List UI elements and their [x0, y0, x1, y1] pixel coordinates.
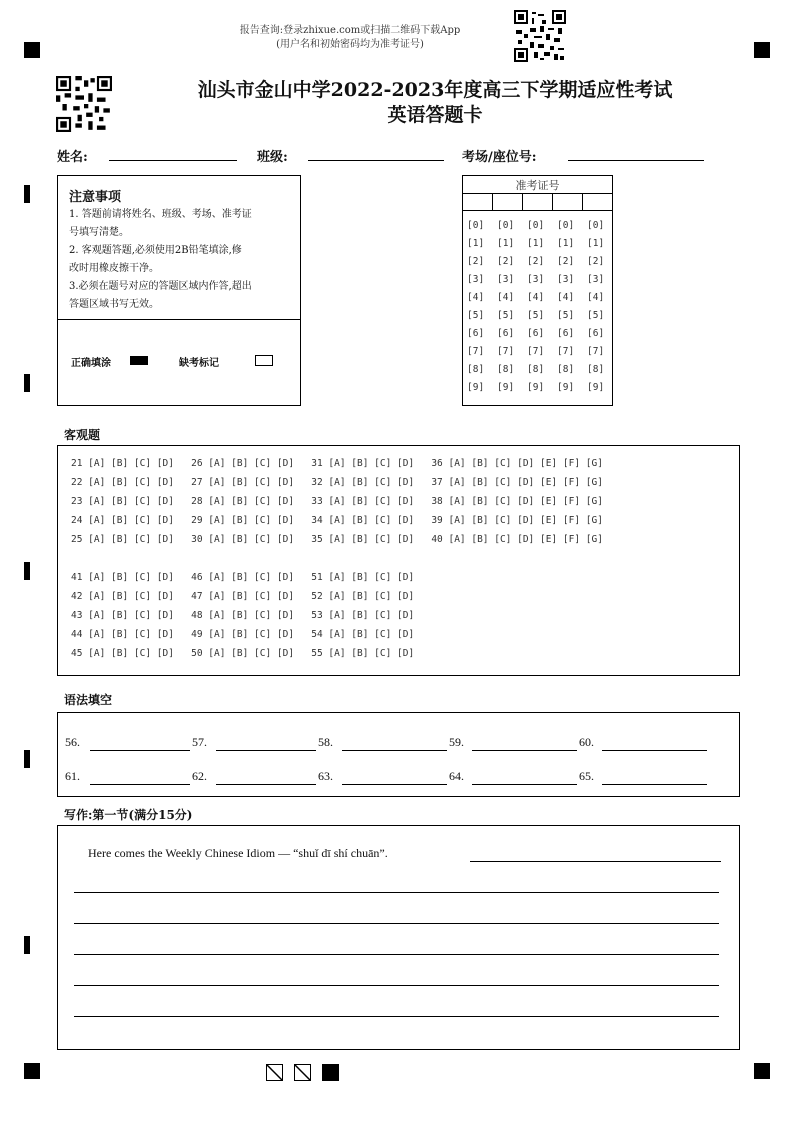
answer-row[interactable]: 45 [A] [B] [C] [D] 50 [A] [B] [C] [D] 55 [A] [B] [C] [D]	[71, 648, 415, 659]
corner-mark-top-left	[24, 42, 40, 58]
blank-field[interactable]	[90, 784, 190, 785]
page-title	[130, 78, 740, 128]
writing-line[interactable]	[74, 1016, 719, 1017]
blank-field[interactable]	[602, 784, 707, 785]
writing-line[interactable]	[74, 985, 719, 986]
exam-id-bubble[interactable]: [6]	[557, 328, 575, 339]
blank-field[interactable]	[90, 750, 190, 751]
exam-id-bubble[interactable]: [9]	[557, 382, 575, 393]
exam-id-bubble[interactable]: [1]	[557, 238, 575, 249]
title-line2: 英语答题卡	[387, 104, 483, 126]
room-seat-field[interactable]	[568, 160, 704, 161]
exam-id-bubble[interactable]: [5]	[557, 310, 575, 321]
report-notice-line2: (用户名和初始密码均为准考证号)	[276, 39, 424, 50]
exam-id-title-divider	[463, 193, 612, 194]
notes-box	[57, 175, 301, 406]
blank-label: 64.	[449, 769, 464, 783]
exam-id-bubble[interactable]: [8]	[587, 364, 605, 375]
title-line1: 汕头市金山中学2022-2023年度高三下学期适应性考试	[197, 79, 673, 101]
page-code-slash-box	[294, 1064, 311, 1081]
exam-id-bubble[interactable]: [8]	[467, 364, 485, 375]
exam-id-bubble[interactable]: [4]	[527, 292, 545, 303]
qr-code-icon	[514, 10, 566, 62]
exam-id-bubble[interactable]: [3]	[587, 274, 605, 285]
exam-id-bubble[interactable]: [4]	[557, 292, 575, 303]
exam-id-bubble[interactable]: [3]	[497, 274, 515, 285]
exam-id-bubble[interactable]: [3]	[527, 274, 545, 285]
report-notice	[200, 24, 500, 52]
exam-id-bubble[interactable]: [5]	[587, 310, 605, 321]
class-field[interactable]	[308, 160, 444, 161]
report-notice-line1: 报告查询:登录zhixue.com或扫描二维码下载App	[239, 25, 461, 36]
exam-id-bubble[interactable]: [9]	[497, 382, 515, 393]
exam-id-bubble[interactable]: [7]	[587, 346, 605, 357]
exam-id-bubble[interactable]: [5]	[527, 310, 545, 321]
blank-label: 63.	[318, 769, 333, 783]
writing-box	[57, 825, 740, 1050]
exam-id-bubble[interactable]: [2]	[587, 256, 605, 267]
name-label: 姓名:	[57, 150, 88, 165]
exam-id-col-divider	[492, 193, 493, 210]
exam-id-bubble[interactable]: [0]	[527, 220, 545, 231]
side-mark	[24, 936, 30, 954]
blank-label: 56.	[65, 735, 80, 749]
side-mark	[24, 750, 30, 768]
corner-mark-top-right	[754, 42, 770, 58]
exam-id-bubble[interactable]: [8]	[497, 364, 515, 375]
exam-id-bubble[interactable]: [0]	[587, 220, 605, 231]
exam-id-bubble[interactable]: [9]	[527, 382, 545, 393]
exam-id-bubble[interactable]: [5]	[497, 310, 515, 321]
exam-id-bubble[interactable]: [4]	[497, 292, 515, 303]
notes-line: 3.必须在题号对应的答题区域内作答,超出	[69, 281, 252, 292]
blank-label: 62.	[192, 769, 207, 783]
exam-id-bubble[interactable]: [4]	[467, 292, 485, 303]
corner-mark-bottom-right	[754, 1063, 770, 1079]
exam-id-bubble[interactable]: [4]	[587, 292, 605, 303]
exam-id-bubble[interactable]: [1]	[497, 238, 515, 249]
writing-line[interactable]	[470, 861, 721, 862]
answer-row[interactable]: 21 [A] [B] [C] [D] 26 [A] [B] [C] [D] 31 [A] [B] [C] [D] 36 [A] [B] [C] [D] [E] [F] [G]	[71, 458, 603, 469]
exam-id-bubble[interactable]: [3]	[557, 274, 575, 285]
notes-line: 2. 客观题答题,必须使用2B铅笔填涂,修	[69, 245, 242, 256]
exam-id-col-divider	[582, 193, 583, 210]
class-label: 班级:	[257, 150, 288, 165]
blank-label: 58.	[318, 735, 333, 749]
blank-field[interactable]	[342, 784, 447, 785]
exam-id-bubble[interactable]: [0]	[557, 220, 575, 231]
blank-field[interactable]	[602, 750, 707, 751]
exam-id-bubble[interactable]: [1]	[467, 238, 485, 249]
grammar-title: 语法填空	[64, 693, 113, 707]
blank-label: 59.	[449, 735, 464, 749]
side-mark	[24, 185, 30, 203]
answer-row[interactable]: 42 [A] [B] [C] [D] 47 [A] [B] [C] [D] 52 [A] [B] [C] [D]	[71, 591, 415, 602]
answer-row[interactable]: 41 [A] [B] [C] [D] 46 [A] [B] [C] [D] 51 [A] [B] [C] [D]	[71, 572, 415, 583]
exam-id-col-divider	[552, 193, 553, 210]
exam-id-bubble[interactable]: [5]	[467, 310, 485, 321]
room-seat-label: 考场/座位号:	[462, 150, 537, 165]
answer-row[interactable]: 24 [A] [B] [C] [D] 29 [A] [B] [C] [D] 34 [A] [B] [C] [D] 39 [A] [B] [C] [D] [E] [F] [G]	[71, 515, 603, 526]
absent-mark-box[interactable]	[255, 355, 273, 366]
exam-id-write-divider	[463, 210, 612, 211]
exam-id-bubble[interactable]: [2]	[527, 256, 545, 267]
exam-id-bubble[interactable]: [7]	[557, 346, 575, 357]
exam-id-bubble[interactable]: [9]	[587, 382, 605, 393]
writing-line[interactable]	[74, 892, 719, 893]
exam-id-bubble[interactable]: [0]	[467, 220, 485, 231]
blank-label: 65.	[579, 769, 594, 783]
answer-row[interactable]: 23 [A] [B] [C] [D] 28 [A] [B] [C] [D] 33 [A] [B] [C] [D] 38 [A] [B] [C] [D] [E] [F] [G]	[71, 496, 603, 507]
writing-title: 写作:第一节(满分15分)	[64, 808, 193, 822]
exam-id-bubble[interactable]: [7]	[497, 346, 515, 357]
notes-line: 号填写清楚。	[69, 227, 129, 238]
objective-title: 客观题	[64, 428, 101, 442]
absent-mark-label: 缺考标记	[179, 358, 219, 369]
notes-line: 答题区域书写无效。	[69, 299, 159, 310]
notes-divider	[58, 319, 300, 320]
answer-row[interactable]: 43 [A] [B] [C] [D] 48 [A] [B] [C] [D] 53 [A] [B] [C] [D]	[71, 610, 415, 621]
exam-id-bubble[interactable]: [2]	[467, 256, 485, 267]
correct-fill-label: 正确填涂	[71, 358, 111, 369]
blank-field[interactable]	[472, 750, 577, 751]
blank-field[interactable]	[472, 784, 577, 785]
exam-id-bubble[interactable]: [1]	[527, 238, 545, 249]
writing-line[interactable]	[74, 923, 719, 924]
blank-field[interactable]	[216, 784, 316, 785]
side-mark	[24, 562, 30, 580]
blank-label: 61.	[65, 769, 80, 783]
exam-id-bubble[interactable]: [7]	[467, 346, 485, 357]
exam-id-bubble[interactable]: [2]	[557, 256, 575, 267]
exam-id-bubble[interactable]: [0]	[497, 220, 515, 231]
grammar-box	[57, 712, 740, 797]
corner-mark-bottom-left	[24, 1063, 40, 1079]
exam-id-bubble[interactable]: [8]	[527, 364, 545, 375]
exam-id-bubble[interactable]: [7]	[527, 346, 545, 357]
objective-box	[57, 445, 740, 676]
notes-line: 改时用橡皮擦干净。	[69, 263, 159, 274]
writing-prompt: Here comes the Weekly Chinese Idiom — “shuǐ dī shí chuān”.	[88, 846, 388, 860]
page-code-filled-box	[322, 1064, 339, 1081]
exam-id-bubble[interactable]: [6]	[497, 328, 515, 339]
notes-line: 1. 答题前请将姓名、班级、考场、准考证	[69, 209, 252, 220]
exam-id-bubble[interactable]: [6]	[527, 328, 545, 339]
exam-id-bubble[interactable]: [2]	[497, 256, 515, 267]
exam-id-col-divider	[522, 193, 523, 210]
exam-id-bubble[interactable]: [3]	[467, 274, 485, 285]
exam-id-bubble[interactable]: [6]	[467, 328, 485, 339]
page-code-slash-box	[266, 1064, 283, 1081]
name-field[interactable]	[109, 160, 237, 161]
answer-row[interactable]: 25 [A] [B] [C] [D] 30 [A] [B] [C] [D] 35 [A] [B] [C] [D] 40 [A] [B] [C] [D] [E] [F] [G]	[71, 534, 603, 545]
qr-code-icon	[56, 76, 112, 132]
exam-id-bubble[interactable]: [9]	[467, 382, 485, 393]
blank-field[interactable]	[342, 750, 447, 751]
exam-id-bubble[interactable]: [6]	[587, 328, 605, 339]
notes-text	[69, 206, 297, 314]
exam-id-box	[462, 175, 613, 406]
exam-id-title: 准考证号	[515, 179, 560, 192]
blank-label: 57.	[192, 735, 207, 749]
blank-label: 60.	[579, 735, 594, 749]
writing-line[interactable]	[74, 954, 719, 955]
correct-fill-sample	[130, 356, 148, 365]
answer-row[interactable]: 22 [A] [B] [C] [D] 27 [A] [B] [C] [D] 32 [A] [B] [C] [D] 37 [A] [B] [C] [D] [E] [F] [G]	[71, 477, 603, 488]
blank-field[interactable]	[216, 750, 316, 751]
exam-id-bubble[interactable]: [8]	[557, 364, 575, 375]
notes-title: 注意事项	[69, 190, 122, 205]
exam-id-bubble[interactable]: [1]	[587, 238, 605, 249]
side-mark	[24, 374, 30, 392]
answer-row[interactable]: 44 [A] [B] [C] [D] 49 [A] [B] [C] [D] 54 [A] [B] [C] [D]	[71, 629, 415, 640]
